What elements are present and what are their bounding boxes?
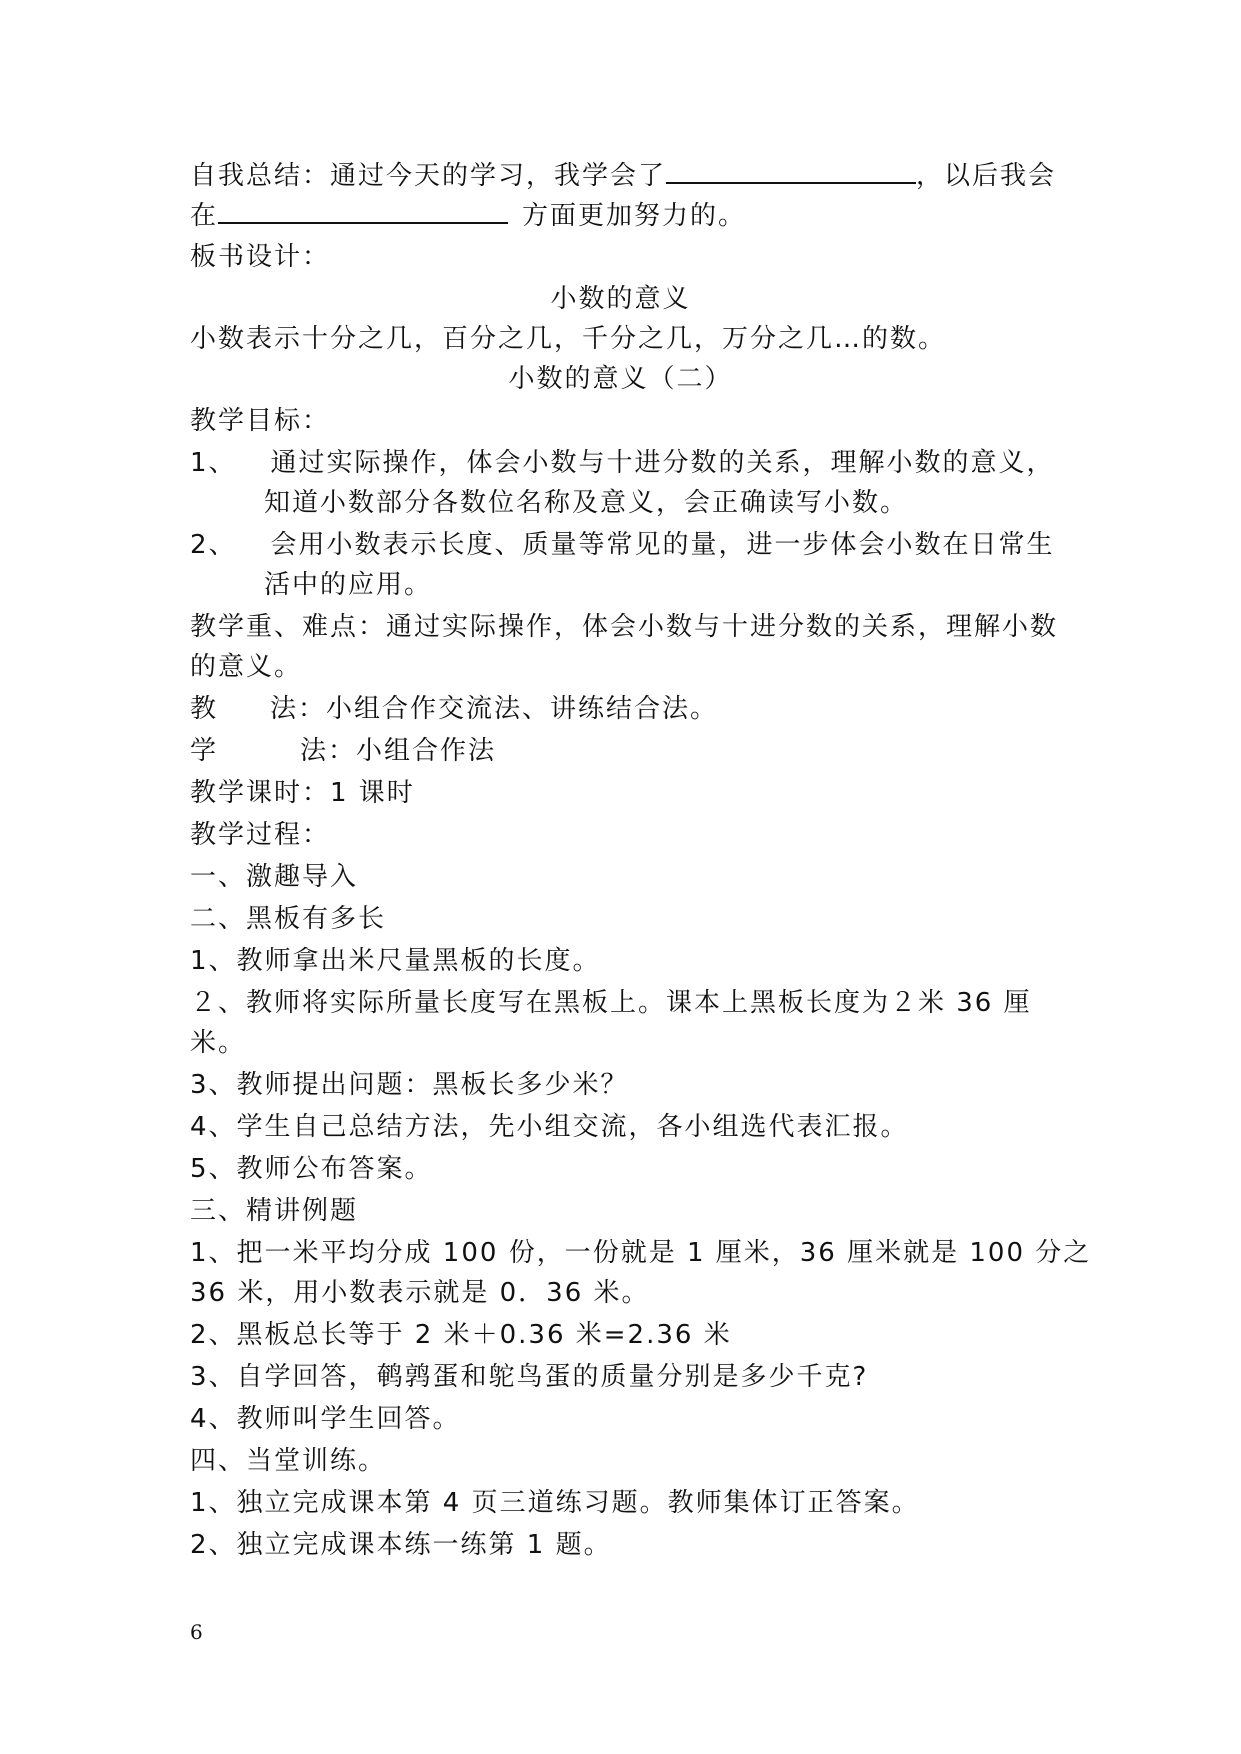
process-line: 三、精讲例题	[190, 1196, 359, 1226]
objective-text: 会用小数表示长度、质量等常见的量，进一步体会小数在日常生	[270, 530, 1055, 560]
key-points-line-2: 的意义。	[190, 652, 303, 682]
board-design-heading: 板书设计：	[190, 242, 331, 272]
objective-number: 1、	[190, 448, 237, 478]
process-line: 4、教师叫学生回答。	[190, 1404, 461, 1434]
self-summary-text-continued: 方面更加努力的。	[522, 201, 747, 231]
process-line: 四、当堂训练。	[190, 1446, 387, 1476]
objective-item	[190, 528, 1055, 562]
objective-item	[190, 446, 1055, 480]
page-number: 6	[190, 1620, 203, 1644]
process-line: 3、教师提出问题：黑板长多少米？	[190, 1070, 629, 1100]
process-line: 一、激趣导入	[190, 862, 359, 892]
process-line: 2、黑板总长等于 2 米＋0.36 米=2.36 米	[190, 1320, 732, 1350]
self-summary-line-1	[190, 158, 1056, 193]
process-line: 4、学生自己总结方法，先小组交流，各小组选代表汇报。	[190, 1112, 909, 1142]
process-line: 1、把一米平均分成 100 份，一份就是 1 厘米，36 厘米就是 100 分之	[190, 1238, 1092, 1268]
process-line: 米。	[190, 1028, 247, 1058]
process-line: ２、教师将实际所量长度写在黑板上。课本上黑板长度为２米 36 厘	[190, 988, 1032, 1018]
learning-method	[190, 734, 496, 768]
key-points-line-1: 教学重、难点：通过实际操作，体会小数与十进分数的关系，理解小数	[190, 612, 1059, 642]
objective-text: 通过实际操作，体会小数与十进分数的关系，理解小数的意义，	[270, 448, 1055, 478]
objective-text-continued: 知道小数部分各数位名称及意义，会正确读写小数。	[264, 488, 909, 518]
teaching-method	[190, 692, 718, 726]
answer-blank	[666, 158, 916, 184]
lesson-title: 小数的意义（二）	[508, 364, 733, 394]
answer-blank	[218, 198, 508, 224]
process-line: 1、教师拿出米尺量黑板的长度。	[190, 946, 601, 976]
board-content: 小数表示十分之几，百分之几，千分之几，万分之几…的数。	[190, 324, 947, 354]
teaching-method-text: 法：小组合作交流法、讲练结合法。	[270, 694, 719, 724]
class-hours: 教学课时：1 课时	[190, 778, 415, 808]
process-line: 1、独立完成课本第 4 页三道练习题。教师集体订正答案。	[190, 1488, 920, 1518]
self-summary-line-2	[190, 198, 746, 233]
self-summary-text: 在	[190, 201, 219, 231]
objectives-heading: 教学目标：	[190, 406, 331, 436]
self-summary-text-continued: ，以后我会	[916, 161, 1057, 191]
objective-number: 2、	[190, 530, 237, 560]
objective-text-continued: 活中的应用。	[264, 570, 433, 600]
learning-method-label: 学	[190, 736, 219, 766]
process-line: 二、黑板有多长	[190, 904, 387, 934]
process-heading: 教学过程：	[190, 820, 331, 850]
board-title: 小数的意义	[550, 284, 691, 314]
process-line: 2、独立完成课本练一练第 1 题。	[190, 1530, 612, 1560]
teaching-method-label: 教	[190, 694, 219, 724]
learning-method-text: 法：小组合作法	[300, 736, 497, 766]
process-line: 5、教师公布答案。	[190, 1154, 433, 1184]
process-line: 3、自学回答，鹌鹑蛋和鸵鸟蛋的质量分别是多少千克?	[190, 1362, 869, 1392]
self-summary-text: 自我总结：通过今天的学习，我学会了	[190, 161, 667, 191]
process-line: 36 米，用小数表示就是 0．36 米。	[190, 1278, 650, 1308]
